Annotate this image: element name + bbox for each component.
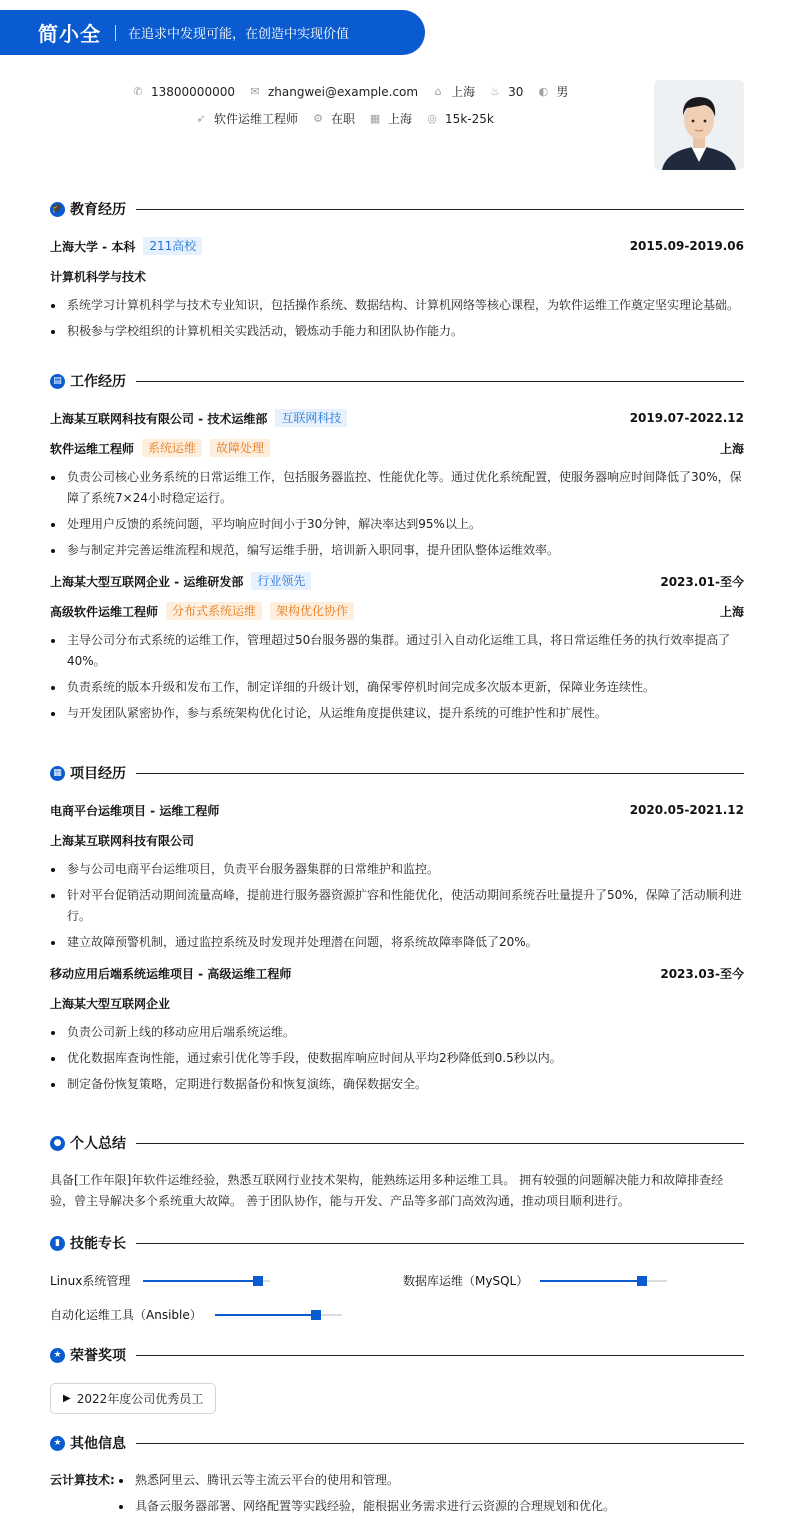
age-item [489, 85, 523, 99]
education-entry-header [50, 236, 744, 256]
skill-level-knob [311, 1310, 321, 1320]
coin-icon: ◎ [427, 112, 437, 125]
list-item: 负责公司新上线的移动应用后端系统运维。 [50, 1022, 744, 1043]
award-name: 2022年度公司优秀员工 [76, 1392, 204, 1406]
education-section [50, 200, 744, 347]
grid-icon: ▦ [50, 766, 65, 781]
list-item: 具备云服务器部署、网络配置等实践经验，能根据业务需求进行云资源的合理规划和优化。 [118, 1496, 615, 1517]
contact-row-secondary [195, 110, 508, 127]
company-tag: 行业领先 [251, 572, 311, 590]
other-label: 云计算技术: [50, 1473, 115, 1487]
job-role-row [50, 601, 744, 621]
candidate-motto: 在追求中发现可能，在创造中实现价值 [128, 27, 350, 42]
list-item: 积极参与学校组织的计算机相关实践活动，锻炼动手能力和团队协作能力。 [50, 321, 744, 342]
avatar-portrait-icon [654, 80, 744, 170]
job-role-row [50, 438, 744, 458]
avatar [654, 80, 744, 170]
education-bullets [50, 295, 744, 342]
list-item: 熟悉阿里云、腾讯云等主流云平台的使用和管理。 [118, 1470, 615, 1491]
list-item: 建立故障预警机制，通过监控系统及时发现并处理潜在问题，将系统故障率降低了20%。 [50, 932, 744, 953]
project-header [50, 963, 744, 983]
award-icon: ★ [50, 1348, 65, 1363]
candidate-name: 简小全 [38, 22, 101, 46]
status-value: 在职 [331, 112, 356, 126]
other-heading [50, 1434, 744, 1452]
project-name: 移动应用后端系统运维项目 - 高级运维工程师 [50, 966, 292, 981]
send-icon: ➶ [196, 112, 206, 125]
position-value: 软件运维工程师 [214, 112, 299, 126]
skill-level-bar [540, 1280, 667, 1282]
section-divider [136, 381, 744, 382]
gender-value: 男 [556, 85, 569, 99]
skills-section [50, 1234, 744, 1252]
project-period: 2023.03-至今 [660, 966, 744, 981]
work-title: 工作经历 [70, 374, 126, 390]
award-item [50, 1383, 216, 1414]
role-tag: 系统运维 [142, 439, 202, 457]
education-title: 教育经历 [70, 202, 126, 218]
skill-item [50, 1306, 342, 1323]
project-org-row [50, 830, 744, 850]
summary-heading [50, 1134, 744, 1152]
company-tag: 互联网科技 [275, 409, 347, 427]
education-heading [50, 200, 744, 218]
user-icon: ● [50, 1136, 65, 1151]
home-icon: ⌂ [434, 85, 442, 98]
list-item: 针对平台促销活动期间流量高峰，提前进行服务器资源扩容和性能优化，使活动期间系统吞吐量提升了50%，保障了活动顺利进行。 [50, 885, 744, 927]
honors-section [50, 1346, 744, 1414]
skill-name: 自动化运维工具（Ansible） [50, 1308, 202, 1322]
skill-level-knob [253, 1276, 263, 1286]
job-period: 2019.07-2022.12 [629, 411, 744, 425]
city-value: 上海 [451, 85, 476, 99]
role-tag: 故障处理 [210, 439, 270, 457]
skill-level-fill [143, 1280, 257, 1282]
job-role: 高级软件运维工程师 [50, 604, 159, 619]
list-item: 与开发团队紧密协作，参与系统架构优化讨论，从运维角度提供建议，提升系统的可维护性和扩展性。 [50, 703, 744, 724]
email-item [249, 85, 418, 99]
building-icon: ▦ [369, 112, 381, 125]
work-city-item [369, 110, 412, 127]
company-name: 上海某大型互联网企业 - 运维研发部 [50, 574, 244, 589]
job-header [50, 571, 744, 591]
email-value: zhangwei@example.com [267, 84, 419, 99]
skills-heading [50, 1234, 744, 1252]
project-name: 电商平台运维项目 - 运维工程师 [50, 803, 220, 818]
list-item: 制定备份恢复策略，定期进行数据备份和恢复演练，确保数据安全。 [50, 1074, 744, 1095]
projects-section [50, 764, 744, 1100]
gender-icon: ◐ [538, 85, 549, 98]
summary-section [50, 1134, 744, 1212]
project-header [50, 800, 744, 820]
projects-title: 项目经历 [70, 766, 126, 782]
work-heading [50, 372, 744, 390]
other-section [50, 1434, 744, 1522]
summary-title: 个人总结 [70, 1136, 126, 1152]
list-item: 系统学习计算机科学与技术专业知识，包括操作系统、数据结构、计算机网络等核心课程，为软件运维工作奠定坚实理论基础。 [50, 295, 744, 316]
salary-item [426, 112, 494, 126]
education-period: 2015.09-2019.06 [629, 239, 744, 253]
job-header [50, 408, 744, 428]
role-tag: 架构优化协作 [270, 602, 354, 620]
phone-value: 13800000000 [151, 84, 235, 99]
bar-chart-icon: ▮ [50, 1236, 65, 1251]
job-bullets [50, 467, 744, 561]
list-item: 处理用户反馈的系统问题，平均响应时间小于30分钟，解决率达到95%以上。 [50, 514, 744, 535]
section-divider [136, 1355, 744, 1356]
honors-heading [50, 1346, 744, 1364]
project-org: 上海某互联网科技有限公司 [50, 833, 195, 848]
banner-divider [115, 25, 116, 41]
section-divider [136, 209, 744, 210]
list-item: 参与公司电商平台运维项目，负责平台服务器集群的日常维护和监控。 [50, 859, 744, 880]
project-org: 上海某大型互联网企业 [50, 996, 171, 1011]
job-period: 2023.01-至今 [660, 574, 744, 589]
education-major-row [50, 266, 744, 286]
project-org-row [50, 993, 744, 1013]
skill-item [403, 1272, 667, 1289]
skill-level-knob [637, 1276, 647, 1286]
cake-icon: ♨ [490, 85, 501, 98]
major-name: 计算机科学与技术 [50, 269, 147, 284]
status-item [312, 110, 355, 127]
skill-item [50, 1272, 270, 1289]
section-divider [136, 1443, 744, 1444]
skill-level-bar [143, 1280, 270, 1282]
header-banner [0, 10, 425, 55]
work-section [50, 372, 744, 729]
other-title: 其他信息 [70, 1436, 126, 1452]
project-bullets [50, 859, 744, 953]
company-name: 上海某互联网科技有限公司 - 技术运维部 [50, 411, 268, 426]
project-period: 2020.05-2021.12 [629, 803, 744, 817]
section-divider [136, 1143, 744, 1144]
projects-heading [50, 764, 744, 782]
graduation-cap-icon: 🎓 [50, 202, 65, 217]
work-city-value: 上海 [388, 112, 413, 126]
honors-title: 荣誉奖项 [70, 1348, 126, 1364]
info-icon: ★ [50, 1436, 65, 1451]
gear-icon: ⚙ [313, 112, 323, 125]
salary-value: 15k-25k [445, 111, 494, 126]
position-item [195, 110, 298, 127]
section-divider [136, 1243, 744, 1244]
skills-title: 技能专长 [70, 1236, 126, 1252]
phone-item [132, 85, 235, 99]
job-city: 上海 [719, 604, 744, 619]
section-divider [136, 773, 744, 774]
list-item: 主导公司分布式系统的运维工作，管理超过50台服务器的集群。通过引入自动化运维工具，将日常运维任务的执行效率提高了40%。 [50, 630, 744, 672]
other-bullets [118, 1470, 615, 1522]
play-icon: ▶ [63, 1393, 71, 1404]
city-item [432, 83, 475, 100]
briefcase-icon: ▤ [50, 374, 65, 389]
skill-level-bar [215, 1314, 342, 1316]
job-role: 软件运维工程师 [50, 441, 135, 456]
skill-name: Linux系统管理 [50, 1274, 131, 1288]
other-row [50, 1470, 744, 1522]
contact-row-primary [132, 83, 582, 100]
skill-level-fill [540, 1280, 642, 1282]
list-item: 负责系统的版本升级和发布工作，制定详细的升级计划，确保零停机时间完成多次版本更新，保障业务连续性。 [50, 677, 744, 698]
phone-icon: ✆ [133, 85, 143, 98]
list-item: 参与制定并完善运维流程和规范，编写运维手册，培训新入职同事，提升团队整体运维效率。 [50, 540, 744, 561]
skill-name: 数据库运维（MySQL） [403, 1274, 529, 1288]
school-tag: 211高校 [143, 237, 202, 255]
gender-item [537, 83, 568, 100]
school-name: 上海大学 - 本科 [50, 239, 136, 254]
list-item: 负责公司核心业务系统的日常运维工作，包括服务器监控、性能优化等。通过优化系统配置，使服务器响应时间降低了30%，保障了系统7×24小时稳定运行。 [50, 467, 744, 509]
list-item: 优化数据库查询性能，通过索引优化等手段，使数据库响应时间从平均2秒降低到0.5秒以内。 [50, 1048, 744, 1069]
skill-level-fill [215, 1314, 317, 1316]
mail-icon: ✉ [250, 85, 260, 98]
job-bullets [50, 630, 744, 724]
role-tag: 分布式系统运维 [166, 602, 262, 620]
project-bullets [50, 1022, 744, 1095]
age-value: 30 [508, 84, 524, 99]
summary-text: 具备[工作年限]年软件运维经验，熟悉互联网行业技术架构，能熟练运用多种运维工具。 拥有较强的问题解决能力和故障排查经验，曾主导解决多个系统重大故障。 善于团队协作，能与开发、产品等多部门高效沟通，推动项目顺利进行。 [50, 1173, 724, 1208]
job-city: 上海 [719, 441, 744, 456]
